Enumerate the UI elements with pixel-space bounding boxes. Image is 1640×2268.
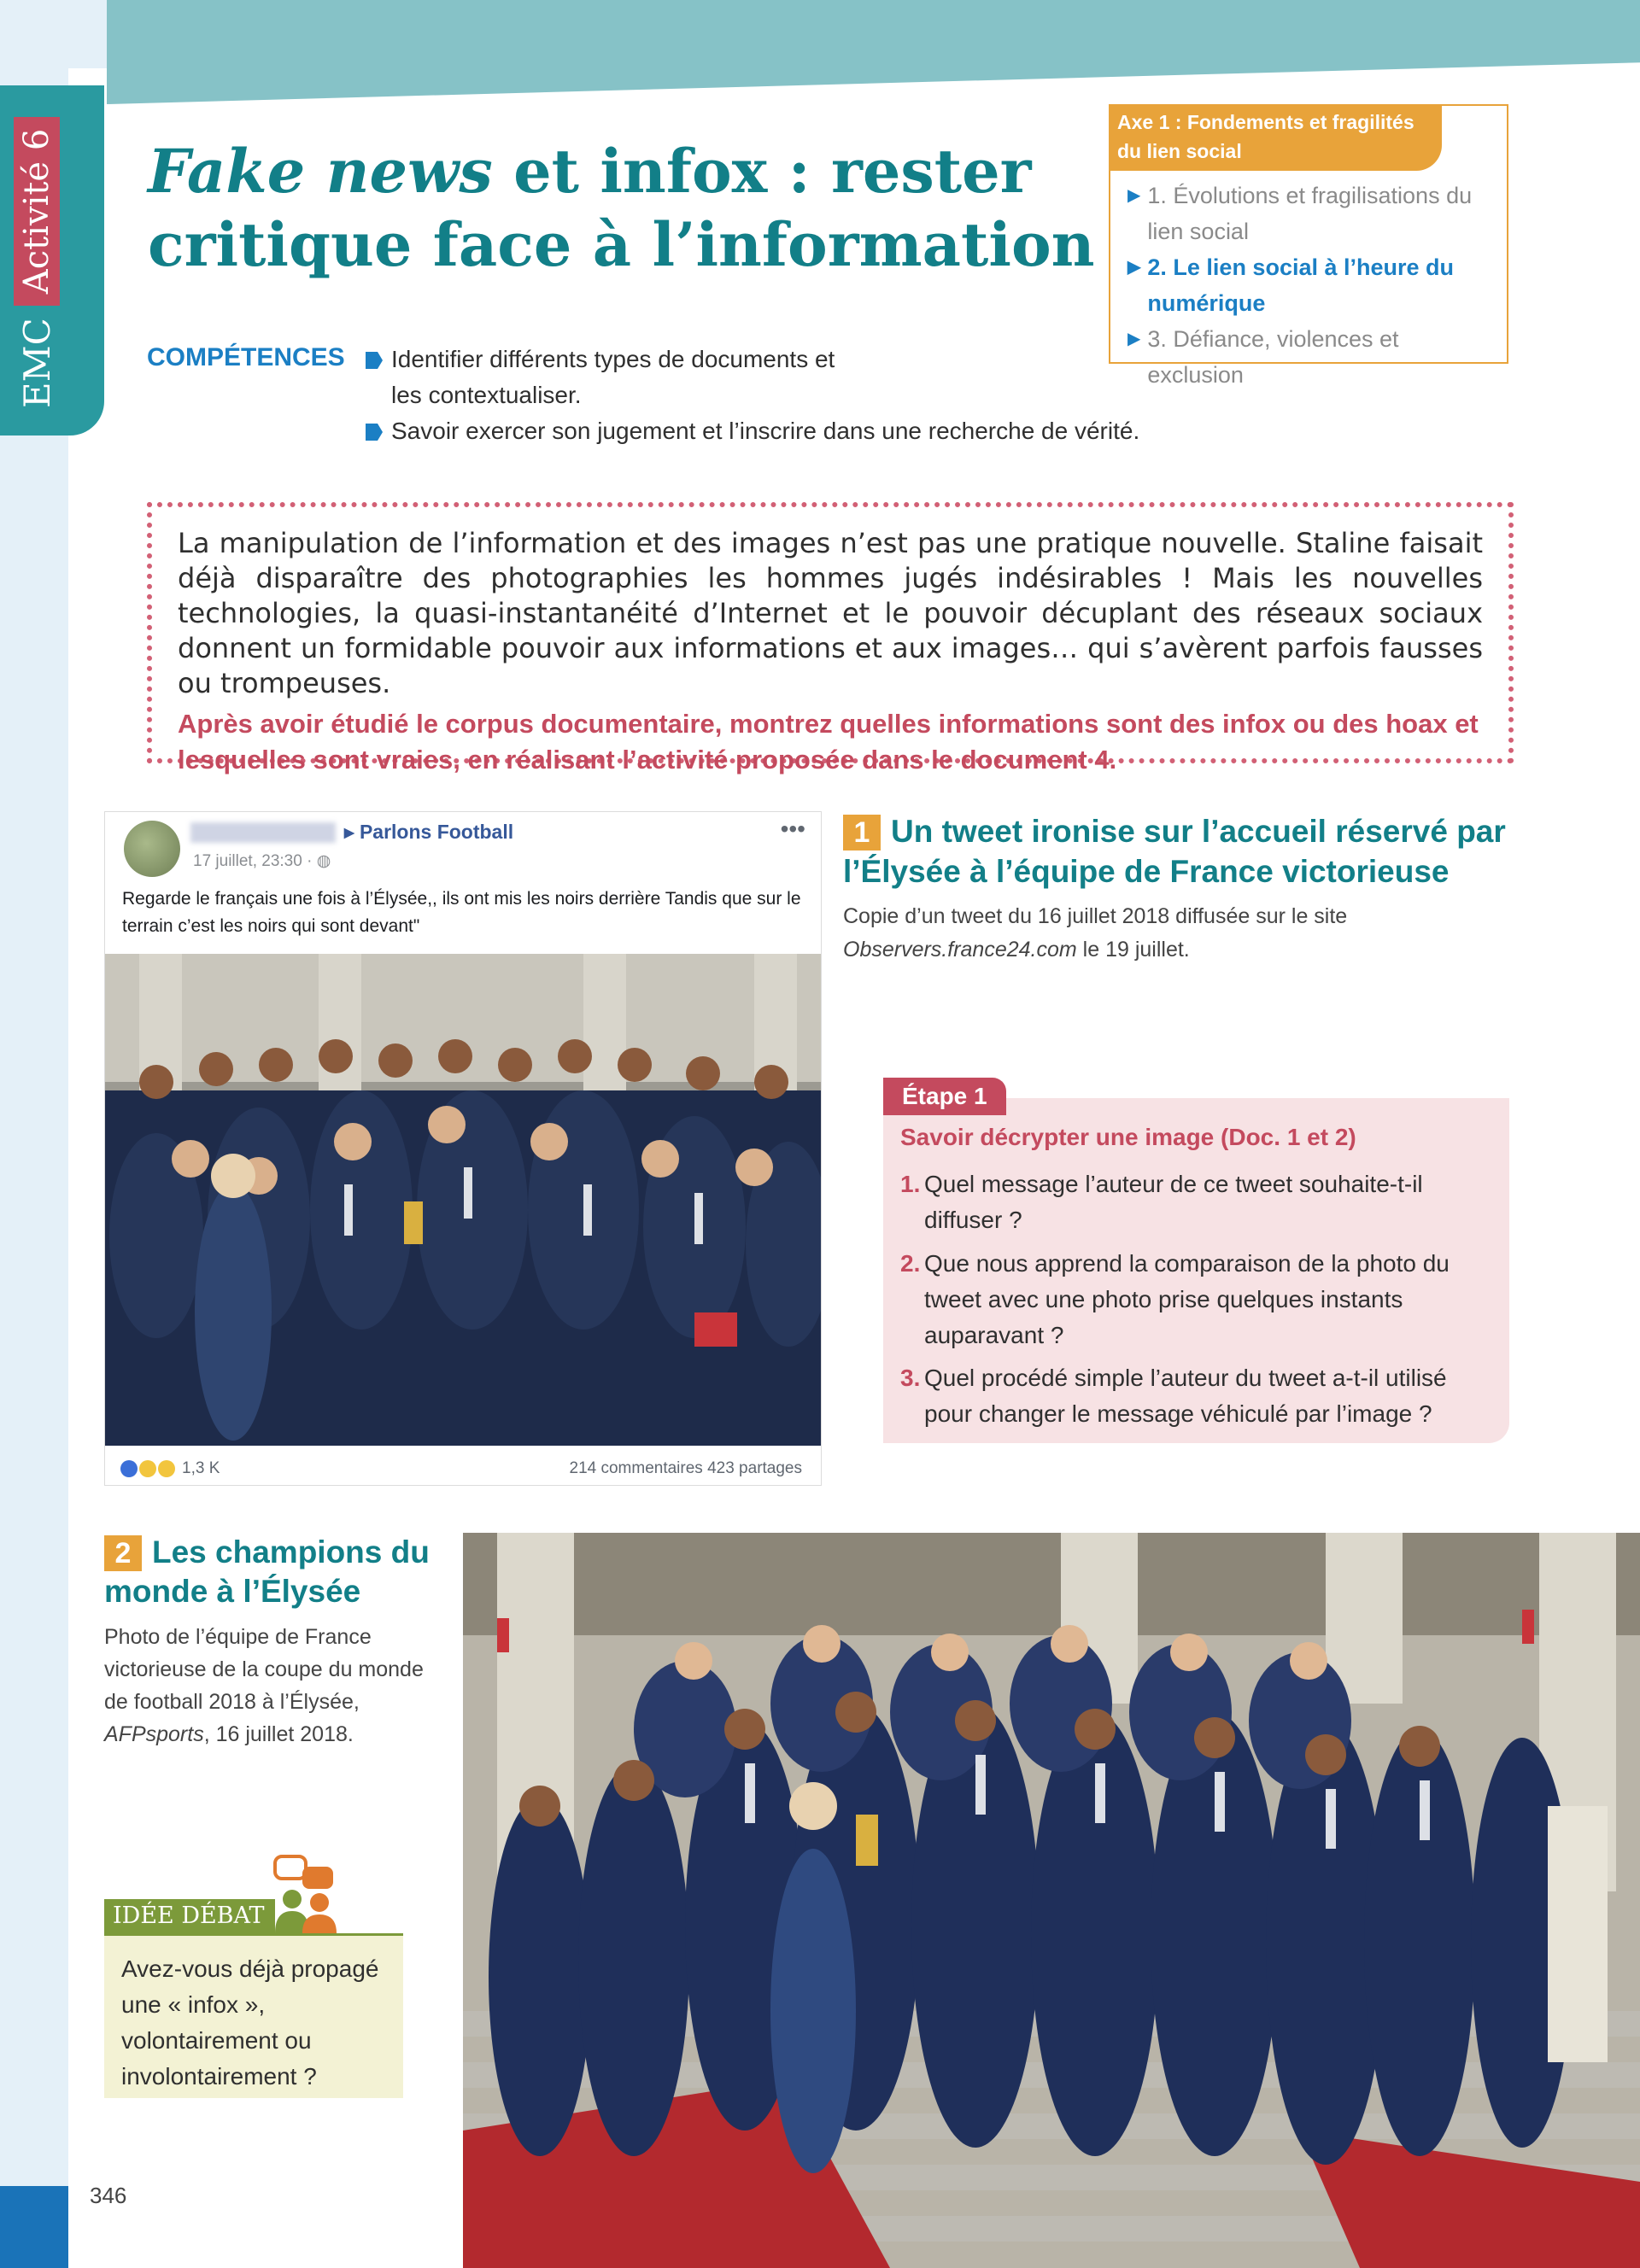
doc1-caption-b: le 19 juillet. bbox=[1076, 938, 1190, 962]
axe-item-text: 3. Défiance, violences et exclusion bbox=[1147, 326, 1399, 388]
debate-icon bbox=[272, 1855, 342, 1933]
top-band bbox=[107, 0, 1640, 104]
competences-label: COMPÉTENCES bbox=[147, 343, 345, 371]
competences-list bbox=[366, 342, 1220, 449]
tweet-stats: 214 commentaires 423 partages bbox=[569, 1459, 802, 1477]
intro-text: La manipulation de l’information et des images n’est pas une pratique nouvelle. Staline faisait déjà disparaître des photographies les hommes jugés indésirables ! Mais les nouvelles technologies, la quasi-instantanéité d’Internet et le pouvoir décuplant des réseaux sociaux donnent un formidable pouvoir aux informations et aux images… qui s’avèrent parfois fausses ou trompeuses. bbox=[178, 527, 1483, 699]
doc-number-badge: 1 bbox=[843, 815, 881, 850]
tweet-screenshot bbox=[104, 811, 822, 1486]
doc2-caption bbox=[104, 1621, 446, 1751]
triangle-icon: ▶ bbox=[1128, 258, 1141, 277]
etape-title: Savoir décrypter une image (Doc. 1 et 2) bbox=[900, 1124, 1356, 1150]
competence-text: Identifier différents types de documents et les contextualiser. bbox=[391, 346, 835, 408]
more-options-icon: ••• bbox=[780, 815, 805, 842]
etape-tab: Étape 1 bbox=[883, 1078, 1006, 1115]
axe-item bbox=[1128, 178, 1503, 249]
intro-task: Après avoir étudié le corpus documentaire, montrez quelles informations sont des infox ou des hoax et lesquelles sont vraies, en réalisant l’activité proposée dans le document 4. bbox=[178, 709, 1479, 775]
axe-header: Axe 1 : Fondements et fragilités du lien social bbox=[1109, 104, 1442, 171]
tweet-page-name-text: Parlons Football bbox=[359, 821, 514, 843]
doc1-title: Un tweet ironise sur l’accueil réservé par l’Élysée à l’équipe de France victorieuse bbox=[843, 814, 1506, 889]
doc1-caption-site: Observers.france24.com bbox=[843, 938, 1077, 962]
tweet-photo bbox=[105, 954, 821, 1446]
reaction-count: 1,3 K bbox=[182, 1459, 220, 1477]
doc1-heading bbox=[843, 811, 1518, 891]
debate-label: IDÉE DÉBAT bbox=[104, 1899, 275, 1933]
activity-label: Activité 6 bbox=[14, 117, 60, 306]
question-item bbox=[900, 1246, 1498, 1353]
competence-text: Savoir exercer son jugement et l’inscrire dans une recherche de vérité. bbox=[391, 418, 1140, 444]
question-text: Quel procédé simple l’auteur du tweet a-t-il utilisé pour changer le message véhiculé par l’image ? bbox=[924, 1365, 1447, 1427]
debate-text: Avez-vous déjà propagé une « infox », volontairement ou involontairement ? bbox=[104, 1936, 403, 2098]
question-text: Que nous apprend la comparaison de la photo du tweet avec une photo prise quelques instants auparavant ? bbox=[924, 1250, 1450, 1348]
elysee-photo bbox=[463, 1533, 1640, 2268]
triangle-icon: ▶ bbox=[1128, 186, 1141, 205]
intro-box bbox=[147, 502, 1514, 775]
like-icon bbox=[120, 1460, 138, 1477]
avatar bbox=[124, 821, 180, 877]
top-band-left bbox=[0, 0, 107, 68]
doc2-caption-source: AFPsports bbox=[104, 1722, 204, 1746]
doc1-caption bbox=[843, 900, 1509, 967]
doc-number-badge: 2 bbox=[104, 1535, 142, 1571]
doc2-title: Les champions du monde à l’Élysée bbox=[104, 1534, 430, 1609]
competence-item bbox=[366, 342, 1220, 413]
blurred-author-name bbox=[190, 822, 336, 843]
question-item bbox=[900, 1166, 1498, 1238]
tweet-page-name: ▸ Parlons Football bbox=[344, 821, 514, 843]
laugh-icon bbox=[139, 1460, 156, 1477]
tweet-text: Regarde le français une fois à l’Élysée,, ils ont mis les noirs derrière Tandis que sur le terrain c’est les noirs qui sont devant" bbox=[122, 889, 801, 936]
triangle-icon: ▶ bbox=[1128, 330, 1141, 348]
chapter-tab-label bbox=[14, 117, 60, 408]
axe-item-text: 1. Évolutions et fragilisations du lien social bbox=[1147, 183, 1473, 244]
page-title-rest: et infox : rester critique face à l’information bbox=[148, 136, 1095, 280]
doc2-heading bbox=[104, 1533, 446, 1611]
question-number: 2. bbox=[900, 1250, 921, 1277]
bullet-icon bbox=[366, 352, 383, 369]
competence-item bbox=[366, 413, 1220, 449]
tweet-date-text: 17 juillet, 23:30 · bbox=[193, 852, 317, 870]
tweet-reactions bbox=[120, 1459, 220, 1478]
question-text: Quel message l’auteur de ce tweet souhaite-t-il diffuser ? bbox=[924, 1171, 1423, 1233]
tweet-date bbox=[193, 851, 331, 871]
axe-box bbox=[1109, 104, 1508, 388]
etape-box bbox=[883, 1083, 1509, 1443]
doc2-caption-b: , 16 juillet 2018. bbox=[203, 1722, 354, 1746]
axe-item-active bbox=[1128, 249, 1503, 321]
question-number: 3. bbox=[900, 1365, 921, 1391]
subject-label: EMC bbox=[15, 318, 58, 408]
question-item bbox=[900, 1360, 1498, 1432]
doc1-caption-a: Copie d’un tweet du 16 juillet 2018 diffusée sur le site bbox=[843, 904, 1348, 928]
page-number: 346 bbox=[90, 2183, 127, 2208]
globe-icon: ◍ bbox=[316, 852, 331, 870]
left-margin-bar-bottom bbox=[0, 2186, 68, 2268]
question-number: 1. bbox=[900, 1171, 921, 1197]
sad-icon bbox=[158, 1460, 175, 1477]
page-title bbox=[148, 135, 1104, 282]
doc2-caption-a: Photo de l’équipe de France victorieuse de la coupe du monde de football 2018 à l’Élysée, bbox=[104, 1625, 424, 1714]
axe-item-text: 2. Le lien social à l’heure du numérique bbox=[1147, 254, 1455, 316]
page-title-italic: Fake news bbox=[148, 136, 493, 207]
bullet-icon bbox=[366, 424, 383, 441]
